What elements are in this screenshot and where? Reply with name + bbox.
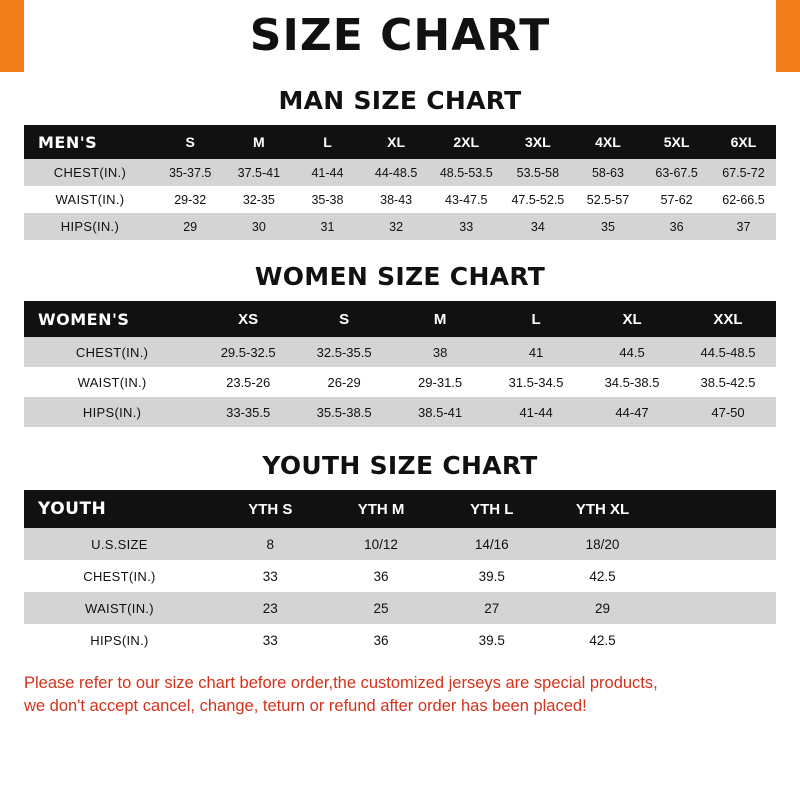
men-hips-5xl: 36	[642, 213, 711, 240]
women-header-xl: XL	[584, 301, 680, 337]
women-waist-l: 31.5-34.5	[488, 367, 584, 397]
men-hips-4xl: 35	[574, 213, 643, 240]
youth-header-xl: YTH XL	[547, 490, 658, 528]
women-hips-label: HIPS(IN.)	[24, 397, 200, 427]
women-hips-l: 41-44	[488, 397, 584, 427]
table-row	[24, 159, 776, 186]
men-hips-s: 29	[156, 213, 225, 240]
men-chest-label: CHEST(IN.)	[24, 159, 156, 186]
women-header-xxl: XXL	[680, 301, 776, 337]
table-row	[24, 528, 776, 560]
women-chest-l: 41	[488, 337, 584, 367]
youth-size-table	[24, 490, 776, 656]
table-row	[24, 337, 776, 367]
women-hips-xxl: 47-50	[680, 397, 776, 427]
youth-section-title: YOUTH SIZE CHART	[262, 451, 538, 480]
youth-hips-empty	[658, 624, 776, 656]
youth-waist-l: 27	[436, 592, 547, 624]
women-waist-xl: 34.5-38.5	[584, 367, 680, 397]
men-table-head	[24, 125, 776, 159]
youth-waist-empty	[658, 592, 776, 624]
men-chest-4xl: 58-63	[574, 159, 643, 186]
men-hips-3xl: 34	[502, 213, 574, 240]
youth-waist-label: WAIST(IN.)	[24, 592, 215, 624]
men-waist-5xl: 57-62	[642, 186, 711, 213]
women-waist-s: 26-29	[296, 367, 392, 397]
women-waist-xxl: 38.5-42.5	[680, 367, 776, 397]
women-chest-xxl: 44.5-48.5	[680, 337, 776, 367]
content-area	[0, 86, 800, 719]
men-header-m: M	[225, 125, 294, 159]
women-chest-label: CHEST(IN.)	[24, 337, 200, 367]
men-waist-4xl: 52.5-57	[574, 186, 643, 213]
men-section-title: MAN SIZE CHART	[278, 86, 522, 115]
table-row	[24, 560, 776, 592]
men-waist-xl: 38-43	[362, 186, 431, 213]
youth-header-s: YTH S	[215, 490, 326, 528]
banner-inner	[24, 0, 776, 72]
youth-chest-m: 36	[326, 560, 437, 592]
men-hips-label: HIPS(IN.)	[24, 213, 156, 240]
men-header-l: L	[293, 125, 362, 159]
youth-table-head	[24, 490, 776, 528]
men-size-table	[24, 125, 776, 240]
women-waist-m: 29-31.5	[392, 367, 488, 397]
youth-ussize-xl: 18/20	[547, 528, 658, 560]
women-waist-xs: 23.5-26	[200, 367, 296, 397]
women-hips-s: 35.5-38.5	[296, 397, 392, 427]
women-table-body	[24, 337, 776, 427]
youth-header-l: YTH L	[436, 490, 547, 528]
women-waist-label: WAIST(IN.)	[24, 367, 200, 397]
men-table-body	[24, 159, 776, 240]
men-hips-2xl: 33	[430, 213, 502, 240]
youth-ussize-label: U.S.SIZE	[24, 528, 215, 560]
table-row	[24, 624, 776, 656]
women-hips-m: 38.5-41	[392, 397, 488, 427]
men-hips-m: 30	[225, 213, 294, 240]
youth-chest-empty	[658, 560, 776, 592]
women-section-title: WOMEN SIZE CHART	[254, 262, 546, 291]
women-header-xs: XS	[200, 301, 296, 337]
women-header-l: L	[488, 301, 584, 337]
youth-table-body	[24, 528, 776, 656]
women-header-label: WOMEN'S	[24, 301, 200, 337]
men-chest-m: 37.5-41	[225, 159, 294, 186]
men-waist-l: 35-38	[293, 186, 362, 213]
men-chest-5xl: 63-67.5	[642, 159, 711, 186]
table-header-row	[24, 490, 776, 528]
table-header-row	[24, 301, 776, 337]
youth-chest-s: 33	[215, 560, 326, 592]
men-header-2xl: 2XL	[430, 125, 502, 159]
men-header-3xl: 3XL	[502, 125, 574, 159]
men-header-6xl: 6XL	[711, 125, 776, 159]
youth-header-m: YTH M	[326, 490, 437, 528]
women-header-s: S	[296, 301, 392, 337]
women-chest-s: 32.5-35.5	[296, 337, 392, 367]
women-chest-xs: 29.5-32.5	[200, 337, 296, 367]
header-banner	[0, 0, 800, 72]
table-row	[24, 186, 776, 213]
women-header-m: M	[392, 301, 488, 337]
youth-chest-label: CHEST(IN.)	[24, 560, 215, 592]
men-chest-xl: 44-48.5	[362, 159, 431, 186]
disclaimer-line-2: we don't accept cancel, change, teturn or refund after order has been placed!	[24, 697, 587, 716]
youth-ussize-s: 8	[215, 528, 326, 560]
men-header-s: S	[156, 125, 225, 159]
youth-hips-l: 39.5	[436, 624, 547, 656]
table-row	[24, 397, 776, 427]
table-header-row	[24, 125, 776, 159]
men-chest-l: 41-44	[293, 159, 362, 186]
men-waist-2xl: 43-47.5	[430, 186, 502, 213]
men-chest-2xl: 48.5-53.5	[430, 159, 502, 186]
youth-hips-xl: 42.5	[547, 624, 658, 656]
youth-ussize-l: 14/16	[436, 528, 547, 560]
table-row	[24, 592, 776, 624]
men-waist-6xl: 62-66.5	[711, 186, 776, 213]
disclaimer-line-1: Please refer to our size chart before order,the customized jerseys are special products,	[24, 674, 658, 692]
youth-ussize-empty	[658, 528, 776, 560]
youth-hips-m: 36	[326, 624, 437, 656]
women-table-head	[24, 301, 776, 337]
men-chest-6xl: 67.5-72	[711, 159, 776, 186]
disclaimer-note	[24, 672, 776, 719]
youth-hips-s: 33	[215, 624, 326, 656]
page-title: SIZE CHART	[249, 10, 551, 61]
youth-hips-label: HIPS(IN.)	[24, 624, 215, 656]
youth-header-label: YOUTH	[24, 490, 215, 528]
men-header-label: MEN'S	[24, 125, 156, 159]
men-chest-s: 35-37.5	[156, 159, 225, 186]
youth-ussize-m: 10/12	[326, 528, 437, 560]
youth-waist-xl: 29	[547, 592, 658, 624]
women-chest-xl: 44.5	[584, 337, 680, 367]
men-header-xl: XL	[362, 125, 431, 159]
men-waist-s: 29-32	[156, 186, 225, 213]
women-hips-xs: 33-35.5	[200, 397, 296, 427]
men-chest-3xl: 53.5-58	[502, 159, 574, 186]
youth-waist-s: 23	[215, 592, 326, 624]
youth-chest-xl: 42.5	[547, 560, 658, 592]
men-hips-6xl: 37	[711, 213, 776, 240]
men-header-4xl: 4XL	[574, 125, 643, 159]
women-size-table	[24, 301, 776, 427]
youth-header-empty	[658, 490, 776, 528]
women-chest-m: 38	[392, 337, 488, 367]
men-hips-xl: 32	[362, 213, 431, 240]
women-hips-xl: 44-47	[584, 397, 680, 427]
men-waist-label: WAIST(IN.)	[24, 186, 156, 213]
table-row	[24, 213, 776, 240]
men-waist-3xl: 47.5-52.5	[502, 186, 574, 213]
table-row	[24, 367, 776, 397]
men-hips-l: 31	[293, 213, 362, 240]
youth-chest-l: 39.5	[436, 560, 547, 592]
men-header-5xl: 5XL	[642, 125, 711, 159]
men-waist-m: 32-35	[225, 186, 294, 213]
youth-waist-m: 25	[326, 592, 437, 624]
